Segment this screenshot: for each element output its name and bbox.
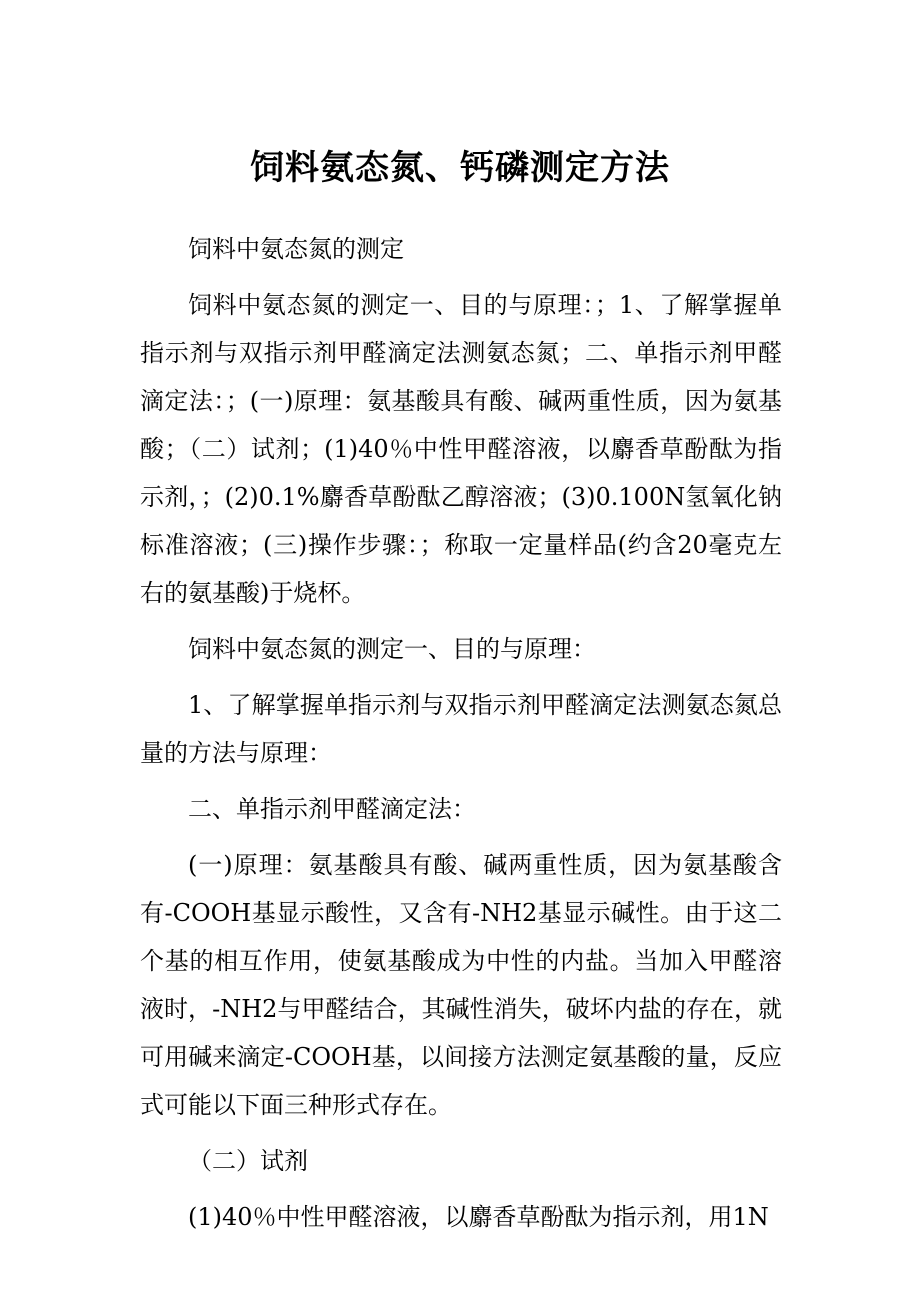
paragraph-heading: 饲料中氨态氮的测定 (188, 235, 404, 263)
document-body (140, 225, 782, 1249)
paragraph-objective: 1、了解掌握单指示剂与双指示剂甲醛滴定法测氨态氮总量的方法与原理： (140, 691, 782, 767)
paragraph-principle: (一)原理：氨基酸具有酸、碱两重性质，因为氨基酸含有-COOH基显示酸性，又含有-NH2基显示碱性。由于这二个基的相互作用，使氨基酸成为中性的内盐。当加入甲醛溶液时，-NH2与甲醛结合，其碱性消失，破坏内盐的存在，就可用碱来滴定-COOH基，以间接方法测定氨基酸的量，反应式可能以下面三种形式存在。 (140, 851, 782, 1119)
document-title: 饲料氨态氮、钙磷测定方法 (250, 148, 670, 188)
paragraph-reagents-heading: （二）试剂 (188, 1147, 308, 1175)
paragraph-summary: 饲料中氨态氮的测定一、目的与原理：；1、了解掌握单指示剂与双指示剂甲醛滴定法测氨态氮；二、单指示剂甲醛滴定法：；(一)原理：氨基酸具有酸、碱两重性质，因为氨基酸；（二）试剂；(1)40％中性甲醛溶液，以麝香草酚酞为指示剂，；(2)0.1%麝香草酚酞乙醇溶液；(3)0.100N氢氧化钠标准溶液；(三)操作步骤：；称取一定量样品(约含20毫克左右的氨基酸)于烧杯。 (140, 291, 782, 607)
paragraph-section-one: 饲料中氨态氮的测定一、目的与原理： (188, 635, 596, 663)
paragraph-section-two: 二、单指示剂甲醛滴定法： (188, 795, 476, 823)
paragraph-reagent-one: (1)40％中性甲醛溶液，以麝香草酚酞为指示剂，用1N (188, 1203, 769, 1231)
